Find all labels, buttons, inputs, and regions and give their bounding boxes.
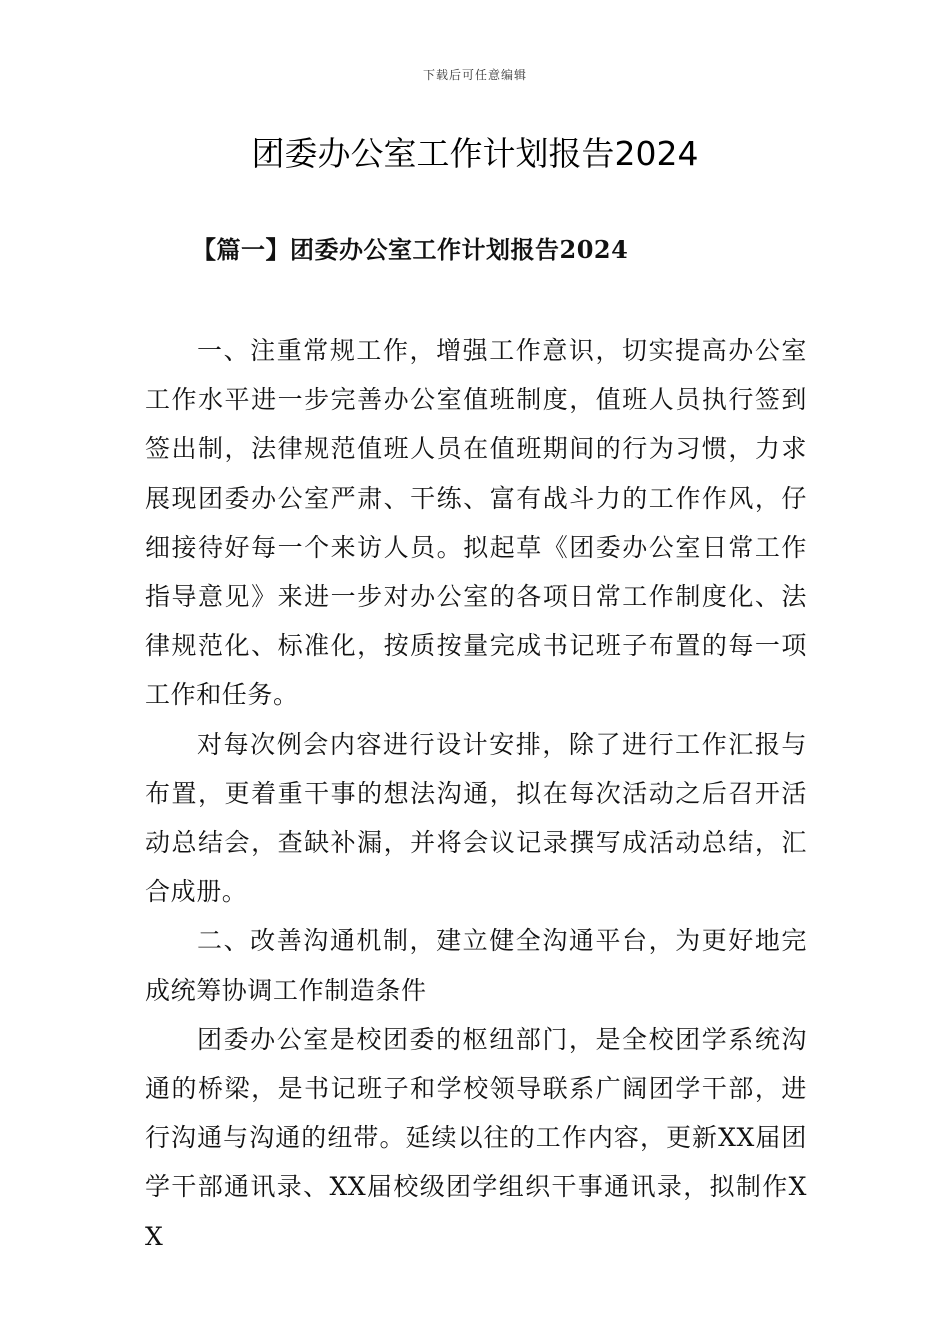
document-body [145, 326, 807, 1261]
paragraph-4: 团委办公室是校团委的枢纽部门，是全校团学系统沟通的桥梁，是书记班子和学校领导联系广阔团学干部，进行沟通与沟通的纽带。延续以往的工作内容，更新XX届团学干部通讯录、XX届校级团学组织干事通讯录，拟制作XX [145, 1024, 807, 1251]
header-note: 下载后可任意编辑 [422, 68, 527, 82]
paragraph-2: 对每次例会内容进行设计安排，除了进行工作汇报与布置，更着重干事的想法沟通，拟在每次活动之后召开活动总结会，查缺补漏，并将会议记录撰写成活动总结，汇合成册。 [145, 729, 807, 907]
paragraph-1: 一、注重常规工作，增强工作意识，切实提高办公室工作水平进一步完善办公室值班制度，值班人员执行签到签出制，法律规范值班人员在值班期间的行为习惯，力求展现团委办公室严肃、干练、富有战斗力的工作作风，仔细接待好每一个来访人员。拟起草《团委办公室日常工作指导意见》来进一步对办公室的各项日常工作制度化、法律规范化、标准化，按质按量完成书记班子布置的每一项工作和任务。 [145, 336, 807, 710]
document-title: 团委办公室工作计划报告2024 [251, 134, 699, 173]
section-heading: 【篇一】团委办公室工作计划报告2024 [192, 235, 629, 264]
paragraph-3: 二、改善沟通机制，建立健全沟通平台，为更好地完成统筹协调工作制造条件 [145, 926, 807, 1005]
